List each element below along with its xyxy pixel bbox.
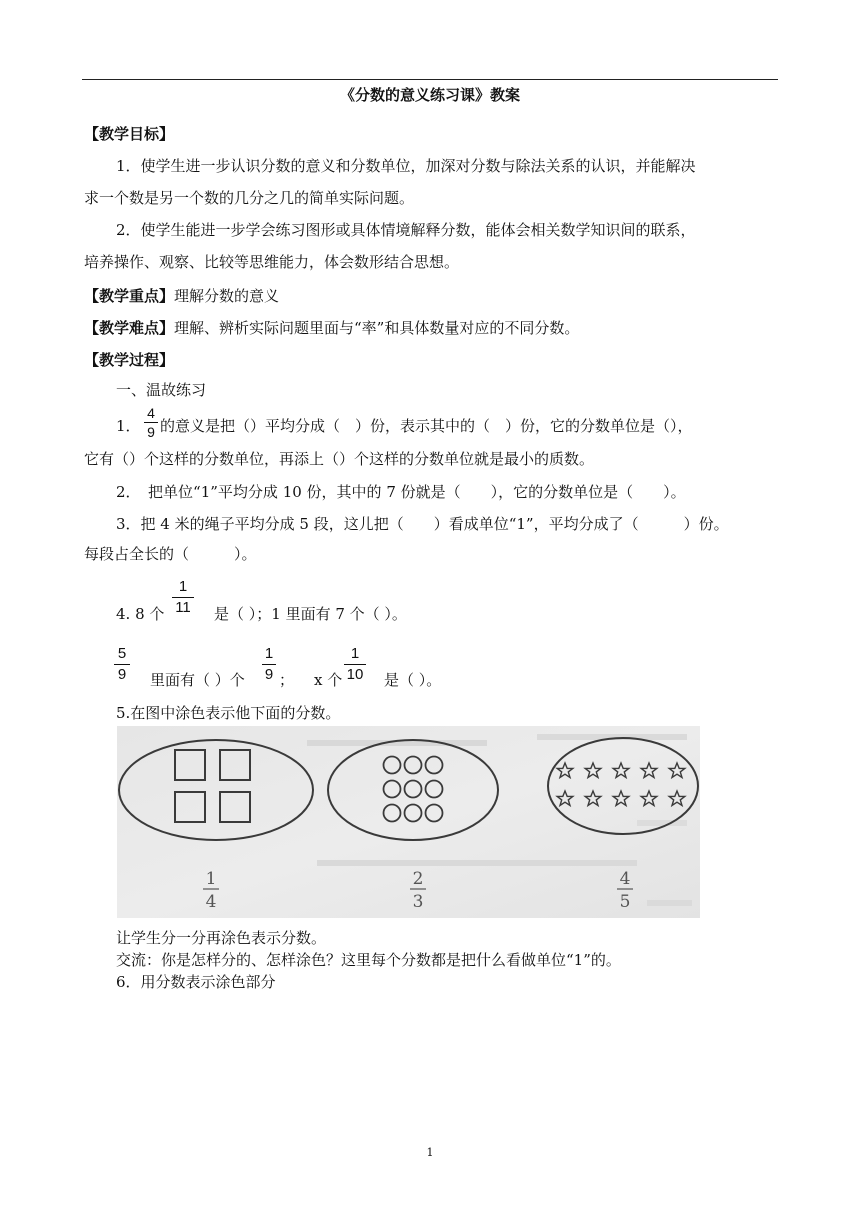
objective-1-line-1: 1．使学生进一步认识分数的意义和分数单位，加深对分数与除法关系的认识，并能解决 [116,157,696,175]
q5-after-line-1: 让学生分一分再涂色表示分数。 [116,929,327,947]
figure-fraction-3-numerator: 4 [619,869,631,889]
q1-line-1: 的意义是把（）平均分成（ ）份，表示其中的（ ）份，它的分数单位是（）， [160,417,693,435]
fraction-shading-figure [117,726,700,918]
fraction-numerator: 1 [264,645,274,662]
q4b-fraction-3 [344,645,366,684]
fraction-numerator: 4 [147,405,155,421]
show-through-mark [317,860,637,866]
figure-fraction-3-denominator: 5 [619,892,631,912]
q4b-text-2: ； [279,671,295,689]
key-point-heading: 【教学重点】 [84,287,175,305]
fraction-bar [114,664,130,665]
q4b-fraction-1 [114,645,130,684]
objectives-heading: 【教学目标】 [84,125,175,143]
q4-suffix: 是（ ）；1 里面有 7 个（ ）。 [214,605,407,623]
q1-fraction [144,405,158,440]
part-1-heading: 一、温故练习 [116,381,207,399]
fraction-numerator: 1 [350,645,360,662]
q1-number: 1． [116,417,141,435]
difficulty-text: 理解、辨析实际问题里面与“率”和具体数量对应的不同分数。 [174,319,580,337]
q4b-x-label: x 个 [314,671,343,689]
header-rule [82,79,778,80]
q3-line-2: 每段占全长的（ ）。 [84,545,257,563]
q5-title: 5.在图中涂色表示他下面的分数。 [116,704,341,722]
figure-fraction-2-numerator: 2 [412,869,424,889]
figure-image [117,726,700,918]
fraction-bar [262,664,276,665]
objective-2-line-2: 培养操作、观察、比较等思维能力，体会数形结合思想。 [84,253,460,271]
q4-fraction [172,578,194,617]
fraction-denominator: 9 [147,424,155,440]
q4b-text-3: 是（ ）。 [384,671,442,689]
fraction-bar [344,664,366,665]
figure-fraction-2-denominator: 3 [412,892,424,912]
q1-line-2: 它有（）个这样的分数单位，再添上（）个这样的分数单位就是最小的质数。 [84,450,595,468]
fraction-bar [144,422,158,423]
fraction-numerator: 1 [178,578,188,595]
difficulty-point [84,318,579,338]
q4b-text-1: 里面有（ ）个 [150,671,245,689]
fraction-denominator: 10 [346,666,364,683]
figure-fraction-1-numerator: 1 [205,869,217,889]
fraction-denominator: 9 [264,666,274,683]
fraction-numerator: 5 [117,645,127,662]
q4-prefix: 4. 8 个 [116,605,165,623]
page-number: 1 [426,1146,434,1159]
difficulty-heading: 【教学难点】 [84,319,175,337]
show-through-mark [637,820,687,826]
q4b-fraction-2 [262,645,276,684]
fraction-denominator: 9 [117,666,127,683]
fraction-denominator: 11 [175,599,191,616]
q6-text: 6．用分数表示涂色部分 [116,973,276,991]
q3-line-1: 3．把 4 米的绳子平均分成 5 段，这儿把（ ）看成单位“1”，平均分成了（ ）份。 [116,515,729,533]
q2-text: 2． 把单位“1”平均分成 10 份，其中的 7 份就是（ ），它的分数单位是（ ）。 [116,483,686,501]
fraction-bar [172,597,194,598]
objective-1-line-2: 求一个数是另一个数的几分之几的简单实际问题。 [84,189,415,207]
document-title: 《分数的意义练习课》教案 [339,86,520,104]
key-point [84,286,279,306]
objective-2-line-1: 2．使学生能进一步学会练习图形或具体情境解释分数，能体会相关数学知识间的联系， [116,221,696,239]
process-heading: 【教学过程】 [84,351,175,369]
show-through-mark [647,900,692,906]
key-point-text: 理解分数的意义 [174,287,280,305]
figure-fraction-1-denominator: 4 [205,892,217,912]
q5-after-line-2: 交流：你是怎样分的、怎样涂色？这里每个分数都是把什么看做单位“1”的。 [116,951,621,969]
